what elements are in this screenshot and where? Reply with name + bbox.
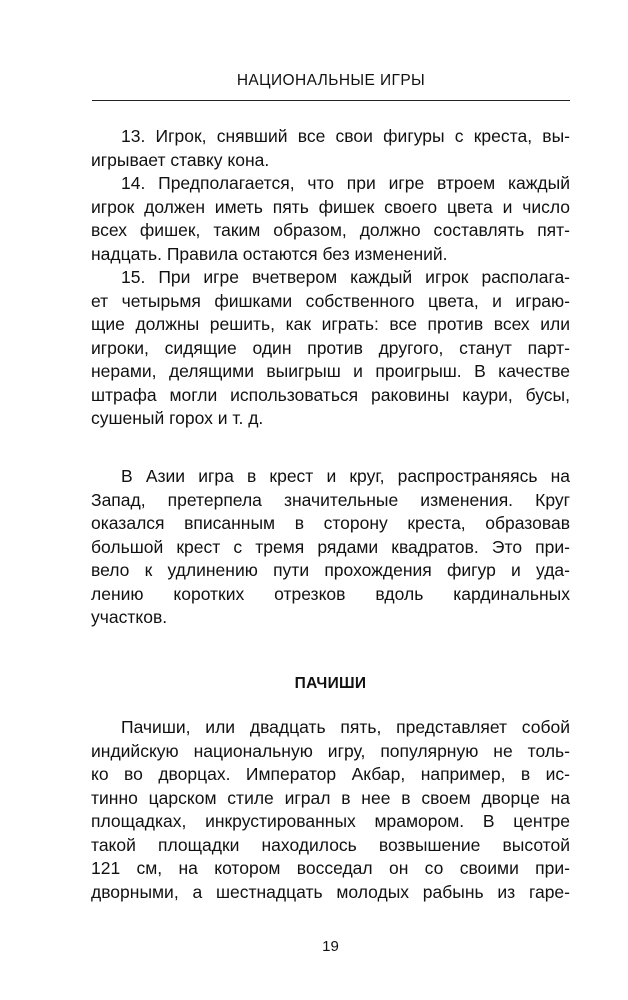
text-line: надцать. Правила остаются без изменений.: [91, 243, 448, 264]
text-line: игроки, сидящие один против другого, станут парт-: [91, 337, 570, 358]
text-line: В Азии игра в крест и круг, распространяясь на: [121, 466, 570, 486]
text-line: всех фишек, таким образом, должно составлять пят-: [91, 220, 570, 240]
running-header: НАЦИОНАЛЬНЫЕ ИГРЫ: [92, 72, 570, 101]
section-title: ПАЧИШИ: [294, 675, 367, 692]
text-line: тинно царском стиле играл в нее в своем дворце на: [91, 787, 570, 808]
text-line: 121 см, на котором восседал он со своими при-: [91, 858, 570, 878]
pachisi-paragraph: [91, 716, 570, 904]
text-line: большой крест с тремя рядами квадратов. Это при-: [91, 536, 570, 557]
text-line: Запад, претерпела значительные изменения. Круг: [91, 489, 570, 510]
text-line: участков.: [91, 607, 168, 627]
text-line: нерами, делящими выигрыш и проигрыш. В качестве: [91, 361, 570, 381]
text-line: игрывает ставку кона.: [91, 149, 270, 170]
text-line: площадках, инкрустированных мрамором. В центре: [91, 811, 570, 831]
asia-paragraph: [91, 465, 570, 630]
text-line: штрафа могли использоваться раковины каури, бусы,: [91, 384, 570, 405]
rules-list: [91, 125, 570, 431]
page-number: 19: [322, 938, 339, 955]
rule-13: [91, 125, 570, 172]
text-line: Пачиши, или двадцать пять, представляет собой: [121, 717, 570, 737]
text-line: 14. Предполагается, что при игре втроем каждый: [121, 173, 570, 193]
text-line: 13. Игрок, снявший все свои фигуры с креста, вы-: [121, 126, 570, 146]
text-line: такой площадки находилось возвышение высотой: [91, 834, 570, 855]
text-line: лению коротких отрезков вдоль кардинальных: [91, 583, 570, 604]
paragraph: [91, 465, 570, 630]
text-line: сушеный горох и т. д.: [91, 408, 264, 428]
rule-15: [91, 266, 570, 431]
text-line: индийскую национальную игру, популярную не толь-: [91, 740, 570, 761]
text-line: дворными, а шестнадцать молодых рабынь из гаре-: [91, 881, 570, 902]
rule-14: [91, 172, 570, 266]
text-line: игрок должен иметь пять фишек своего цвета и число: [91, 196, 570, 217]
text-line: ет четырьмя фишками собственного цвета, и играю-: [91, 290, 570, 311]
text-line: вело к удлинению пути прохождения фигур и уда-: [91, 560, 570, 580]
paragraph: [91, 716, 570, 904]
text-line: ко во дворцах. Император Акбар, например, в ис-: [91, 764, 570, 784]
text-line: 15. При игре вчетвером каждый игрок располага-: [121, 267, 570, 287]
text-line: щие должны решить, как играть: все против всех или: [91, 314, 570, 334]
text-line: оказался вписанным в сторону креста, образовав: [91, 513, 570, 533]
